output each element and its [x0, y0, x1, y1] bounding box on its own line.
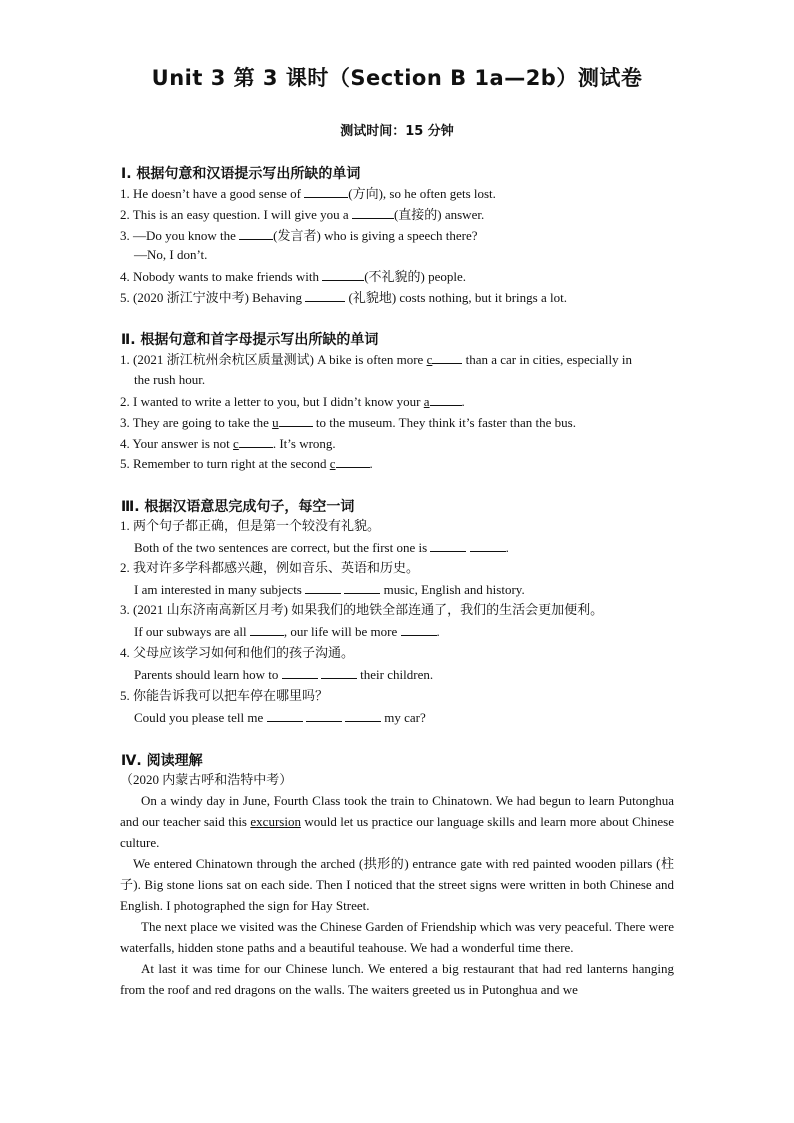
answer-blank[interactable] — [239, 435, 273, 448]
answer-blank[interactable] — [344, 581, 380, 594]
paragraph-4: At last it was time for our Chinese lunch. We entered a big restaurant that had red lanterns hanging from the roof and red dragons on the walls. The waiters greeted us in Putonghua and we — [120, 961, 674, 997]
answer-blank[interactable] — [470, 539, 506, 552]
answer-blank[interactable] — [430, 539, 466, 552]
answer-blank[interactable] — [352, 206, 394, 219]
answer-blank[interactable] — [267, 709, 303, 722]
s2-question-1-cont: the rush hour. — [134, 372, 206, 387]
s3-question-3: If our subways are all , our life will be more . — [134, 624, 440, 639]
s3-question-1: Both of the two sentences are correct, but the first one is . — [134, 540, 509, 555]
answer-blank[interactable] — [305, 581, 341, 594]
s2-question-4: 4. Your answer is not c . It’s wrong. — [120, 436, 336, 451]
answer-blank[interactable] — [336, 455, 370, 468]
s2-question-3: 3. They are going to take the u to the museum. They think it’s faster than the bus. — [120, 415, 576, 430]
answer-blank[interactable] — [432, 351, 462, 364]
answer-blank[interactable] — [430, 393, 462, 406]
paragraph-3: The next place we visited was the Chinese Garden of Friendship which was very peaceful. There were waterfalls, hidden stone paths and a beautiful teahouse. We had a wonderful time there. — [120, 919, 674, 955]
s3-question-2: I am interested in many subjects music, English and history. — [134, 582, 525, 597]
s1-question-4: 4. Nobody wants to make friends with (不礼貌的) people. — [120, 269, 467, 284]
s1-question-3-reply: —No, I don’t. — [134, 247, 208, 262]
section-2-heading: Ⅱ. 根据句意和首字母提示写出所缺的单词 — [121, 332, 379, 348]
s3-question-5-cn: 5. 你能告诉我可以把车停在哪里吗？ — [120, 688, 329, 703]
answer-blank[interactable] — [250, 623, 284, 636]
answer-blank[interactable] — [239, 227, 273, 240]
section-3-heading: Ⅲ. 根据汉语意思完成句子，每空一词 — [121, 499, 355, 515]
s1-question-5: 5. (2020 浙江宁波中考) Behaving (礼貌地) costs nothing, but it brings a lot. — [120, 290, 567, 305]
s3-question-4: Parents should learn how to their children. — [134, 667, 434, 682]
answer-blank[interactable] — [401, 623, 437, 636]
s1-question-2: 2. This is an easy question. I will give you a (直接的) answer. — [120, 207, 485, 222]
test-time: 测试时间：15 分钟 — [340, 124, 454, 139]
paragraph-2: We entered Chinatown through the arched (拱形的) entrance gate with red painted wooden pillars (柱子). Big stone lions sat on each side. Then I noticed that the street signs were written in both Chinese and English. I photographed the sign for Hay Street. — [120, 856, 674, 913]
s3-question-4-cn: 4. 父母应该学习如何和他们的孩子沟通。 — [120, 645, 355, 660]
section-1-heading: Ⅰ. 根据句意和汉语提示写出所缺的单词 — [121, 166, 361, 182]
reading-passage — [120, 790, 674, 1000]
answer-blank[interactable] — [305, 289, 345, 302]
s2-question-5: 5. Remember to turn right at the second c . — [120, 456, 373, 471]
s2-question-1: 1. (2021 浙江杭州余杭区质量测试) A bike is often more c than a car in cities, especially in — [120, 352, 632, 367]
reading-source: （2020 内蒙古呼和浩特中考） — [120, 772, 293, 787]
underlined-word: excursion — [250, 814, 301, 829]
answer-blank[interactable] — [322, 268, 364, 281]
s3-question-5: Could you please tell me my car? — [134, 710, 426, 725]
s1-question-3: 3. —Do you know the (发言者) who is giving a speech there? — [120, 228, 478, 243]
s3-question-1-cn: 1. 两个句子都正确，但是第一个较没有礼貌。 — [120, 518, 381, 533]
answer-blank[interactable] — [306, 709, 342, 722]
section-4-heading: Ⅳ. 阅读理解 — [121, 753, 203, 769]
s2-question-2: 2. I wanted to write a letter to you, but I didn’t know your a . — [120, 394, 465, 409]
s3-question-3-cn: 3. (2021 山东济南高新区月考) 如果我们的地铁全部连通了，我们的生活会更加便利。 — [120, 602, 604, 617]
answer-blank[interactable] — [321, 666, 357, 679]
paragraph-1: On a windy day in June, Fourth Class took the train to Chinatown. We had begun to learn Putonghua and our teacher said this excursion would let us practice our language skills and learn more about Chinese culture. — [120, 793, 674, 850]
s3-question-2-cn: 2. 我对许多学科都感兴趣，例如音乐、英语和历史。 — [120, 560, 420, 575]
s1-question-1: 1. He doesn’t have a good sense of (方向), so he often gets lost. — [120, 186, 496, 201]
answer-blank[interactable] — [279, 414, 313, 427]
page-title: Unit 3 第 3 课时（Section B 1a—2b）测试卷 — [151, 66, 643, 90]
answer-blank[interactable] — [282, 666, 318, 679]
answer-blank[interactable] — [304, 185, 348, 198]
answer-blank[interactable] — [345, 709, 381, 722]
